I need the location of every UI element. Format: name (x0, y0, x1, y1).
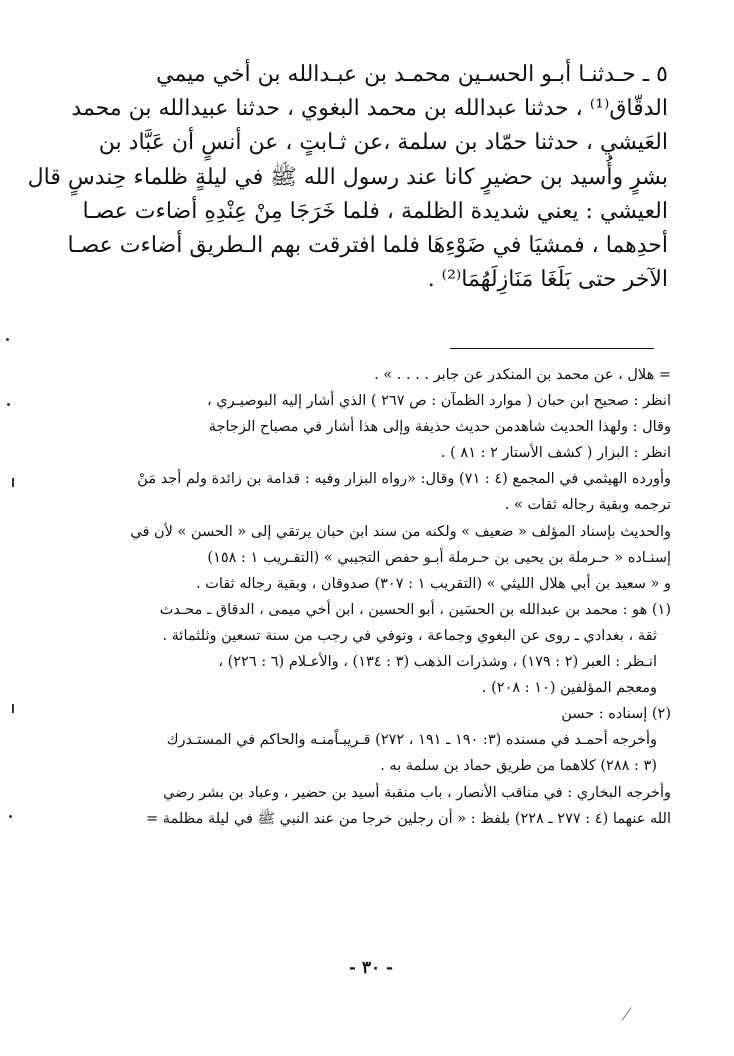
scan-dot (6, 338, 9, 341)
scan-dot (7, 403, 10, 406)
footnote-line: انظر : صحيح ابن حبان ( موارد الظمآن : ص ٢٦٧ ) الذي أشار إليه البوصيـري ، (206, 393, 671, 410)
hadith-line: العيشي : يعني شديدة الظلمة ، فلما خَرَجَا مِنْ عِنْدِهِ أضاءت عصـا (82, 198, 668, 224)
footnote-2-line: الله عنهما (٤ : ٢٧٧ ـ ٢٢٨) بلفظ : « أن رجلين خرجا من عند النبي ﷺ في ليلة مظلمة = (145, 810, 671, 827)
footnote-2-line: (٣ : ٢٨٨) كلاهما من طريق حماد بن سلمة به . (380, 758, 657, 775)
hadith-line: الآخر حتى بَلَغَا مَنَازِلَهُمَا⁽²⁾ . (427, 267, 668, 293)
scan-tick (12, 704, 14, 713)
hadith-text (27, 58, 668, 297)
footnote-2-line: (٢) إسناده : حسن (561, 706, 671, 723)
footnote-line: إسنـاده « حـرملة بن يحيى بن حـرملة أبـو حفص التجيبي » (التقـريب ١ : ١٥٨) (207, 549, 671, 566)
footnote-separator (450, 348, 654, 349)
footnote-2-line: وأخرجه أحمـد في مسنده (٣: ١٩٠ ـ ١٩١ ، ٢٧٢) قـريبـاًمنـه والحاكم في المستـدرك (166, 732, 657, 749)
footnote-1-line: انـظر : العبر (٢ : ١٧٩) ، وشذرات الذهب (٣ : ١٣٤) ، والأعـلام (٦ : ٢٢٦) ، (218, 654, 657, 671)
hadith-line: بشرٍ وأُسيد بن حضيرٍ كانا عند رسول الله ﷺ في ليلةٍ ظلماء حِندسٍ قال (27, 164, 668, 190)
hadith-line: الدقّاق⁽¹⁾ ، حدثنا عبدالله بن محمد البغوي ، حدثنا عبيدالله بن محمد (71, 96, 668, 122)
footnote-1-line: ومعجم المؤلفين (١٠ : ٢٠٨) . (481, 680, 657, 697)
footnote-line: = هلال ، عن محمد بن المنكدر عن جابر . . . . » . (374, 367, 671, 383)
hadith-line: أحدِهما ، فمشيَا في ضَوْءِهَا فلما افترقت بهم الـطريق أضاءت عصـا (67, 232, 668, 258)
footnote-line: ترجمه وبقية رجاله ثقات » . (504, 497, 671, 514)
footnote-line: و « سعيد بن أبي هلال الليثي » (التقريب ١ : ٣٠٧) صدوقان ، وبقية رجاله ثقات . (196, 575, 671, 592)
scan-mark (622, 1007, 632, 1021)
footnote-1-line: ثقة ، بغدادي ـ روى عن البغوي وجماعة ، وتوفي في رجب من سنة تسعين وثلثمائة . (162, 627, 657, 644)
footnote-1-line: (١) هو : محمد بن عبدالله بن الحسَين ، أبو الحسين ، ابن أخي ميمى ، الدقاق ـ محـدث (159, 601, 671, 618)
footnote-line: وأورده الهيثمي في المجمع (٤ : ٧١) وقال: «رواه البزار وفيه : قدامة بن زائدة ولم أجد مَنْ (137, 471, 671, 488)
footnote-2-line: وأخرجه البخاري : في مناقب الأنصار ، باب منقبة أسيد بن حضير ، وعباد بن بشر رضي (163, 784, 671, 801)
footnotes (96, 362, 671, 832)
page-number: - ٣٠ - (348, 958, 394, 978)
footnote-line: انظر : البزار ( كشف الأستار ٢ : ٨١ ) . (440, 445, 671, 462)
hadith-line: العَيشي ، حدثنا حمّاد بن سلمة ،عن ثـابتٍ ، عن أنسٍ أن عَبَّاد بن (98, 130, 668, 156)
footnote-line: والحديث بإسناد المؤلف « ضعيف » ولكنه من سند ابن حبان يرتقي إلى « الحسن » لأن في (130, 523, 671, 540)
scan-dot (9, 815, 12, 818)
hadith-line: ٥ ـ حـدثنـا أبـو الحسـين محمـد بن عبـدالله بن أخي ميمي (156, 62, 668, 87)
footnote-line: وقال : ولهذا الحديث شاهدمن حديث حذيفة وإلى هذا أشار في مصباح الزجاجة (208, 419, 671, 436)
scan-tick (12, 478, 14, 487)
